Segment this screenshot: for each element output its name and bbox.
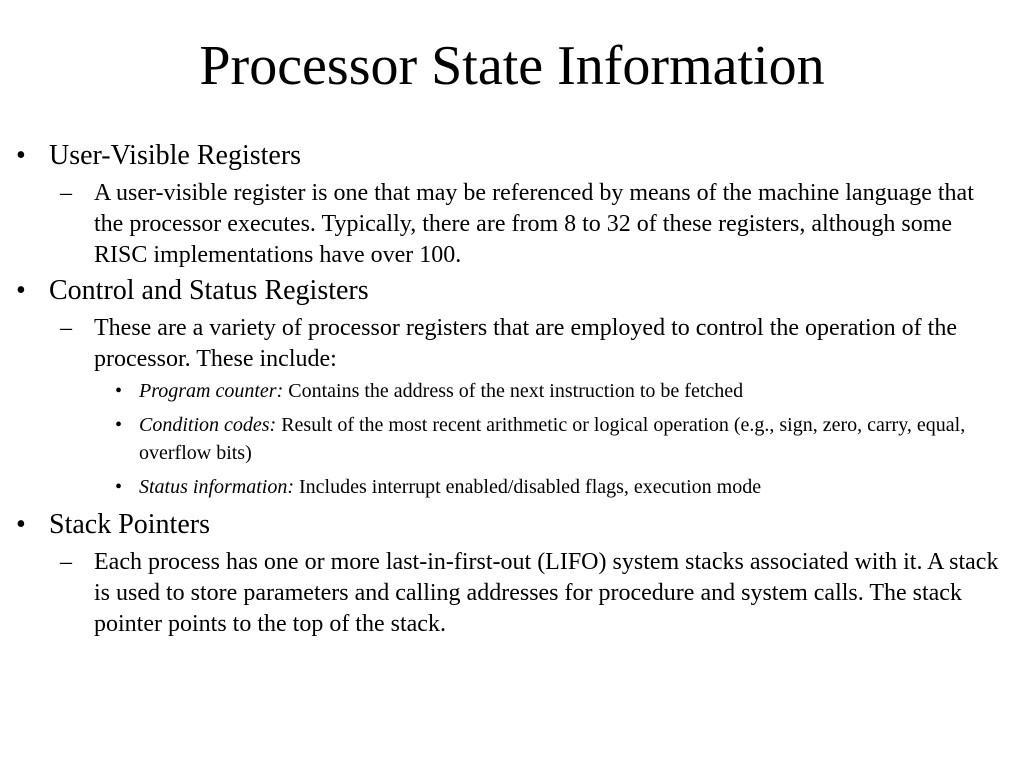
section-heading: Control and Status Registers bbox=[49, 275, 369, 306]
item-status-information bbox=[0, 473, 1024, 501]
bullet-marker: • bbox=[16, 509, 26, 540]
bullet-marker: • bbox=[115, 476, 123, 498]
item-desc: Result of the most recent arithmetic or logical operation (e.g., sign, zero, carry, equal, overflow bits) bbox=[139, 414, 966, 464]
section-text: These are a variety of processor registers that are employed to control the operation of the processor. These include: bbox=[94, 315, 957, 372]
item-program-counter bbox=[0, 377, 1024, 405]
bullet-marker: • bbox=[16, 140, 26, 171]
sub-bullet-control-status-text bbox=[0, 313, 1024, 375]
bullet-marker: • bbox=[115, 414, 123, 436]
dash-marker: – bbox=[60, 549, 72, 575]
bullet-marker: • bbox=[16, 275, 26, 306]
dash-marker: – bbox=[60, 315, 72, 341]
item-term: Status information: bbox=[139, 476, 295, 498]
bullet-stack-pointers bbox=[0, 509, 1024, 541]
section-text: Each process has one or more last-in-first-out (LIFO) system stacks associated with it. A stack is used to store parameters and calling addresses for procedure and system calls. The stack pointer points to the top of the stack. bbox=[94, 549, 999, 637]
bullet-marker: • bbox=[115, 380, 123, 402]
slide-content bbox=[0, 140, 1024, 648]
item-term: Condition codes: bbox=[139, 414, 277, 436]
bullet-user-visible-registers bbox=[0, 140, 1024, 172]
item-term: Program counter: bbox=[139, 380, 284, 402]
dash-marker: – bbox=[60, 180, 72, 206]
sub-bullet-stack-pointers-text bbox=[0, 547, 1024, 640]
item-desc: Contains the address of the next instruction to be fetched bbox=[288, 380, 744, 402]
item-desc: Includes interrupt enabled/disabled flags, execution mode bbox=[299, 476, 762, 498]
section-heading: Stack Pointers bbox=[49, 509, 210, 540]
slide-title: Processor State Information bbox=[199, 35, 825, 97]
bullet-control-status-registers bbox=[0, 275, 1024, 307]
section-heading: User-Visible Registers bbox=[49, 140, 302, 171]
sub-bullet-user-visible-text bbox=[0, 178, 1024, 271]
section-text: A user-visible register is one that may be referenced by means of the machine language that the processor executes. Typically, there are from 8 to 32 of these registers, although some RISC implementations have over 100. bbox=[94, 180, 974, 268]
item-condition-codes bbox=[0, 411, 1024, 467]
